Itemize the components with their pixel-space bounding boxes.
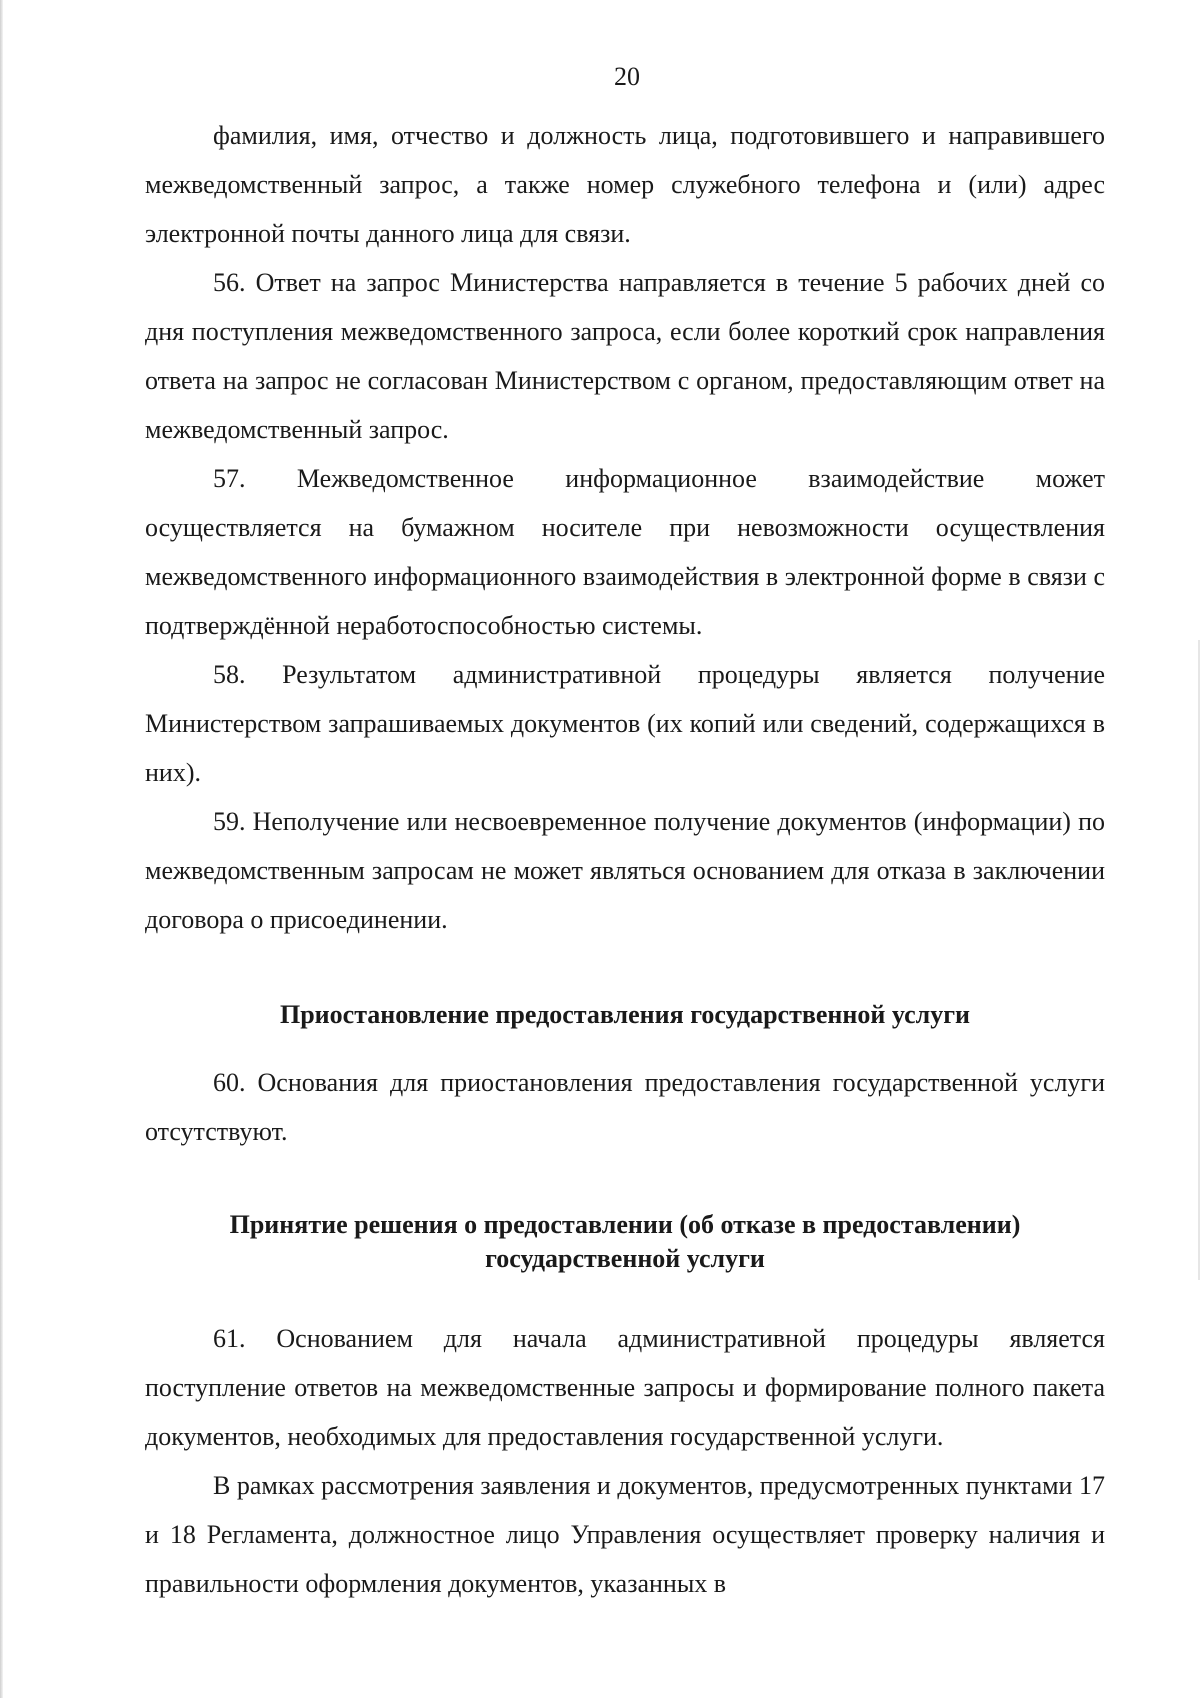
paragraph-review: В рамках рассмотрения заявления и документов, предусмотренных пунктами 17 и 18 Регламента, должностное лицо Управления осуществляет проверку наличия и правильности оформления документов, указанных в: [145, 1471, 1105, 1598]
spacer: [145, 1032, 1105, 1058]
document-body: [145, 111, 1105, 1608]
paragraph-58: 58. Результатом административной процедуры является получение Министерством запрашиваемых документов (их копий или сведений, содержащихся в них).: [145, 660, 1105, 787]
spacer: [145, 944, 1105, 998]
section-heading-decision-line-1: Принятие решения о предоставлении (об отказе в предоставлении): [229, 1210, 1021, 1239]
page-number: 20: [614, 62, 640, 91]
paragraph-continuation: фамилия, имя, отчество и должность лица, подготовившего и направившего межведомственный запрос, а также номер служебного телефона и (или) адрес электронной почты данного лица для связи.: [145, 121, 1105, 248]
paragraph-61: 61. Основанием для начала административной процедуры является поступление ответов на межведомственные запросы и формирование полного пакета документов, необходимых для предоставления государственной услуги.: [145, 1324, 1105, 1451]
paragraph-56: 56. Ответ на запрос Министерства направляется в течение 5 рабочих дней со дня поступления межведомственного запроса, если более короткий срок направления ответа на запрос не согласован Министерством с органом, предоставляющим ответ на межведомственный запрос.: [145, 268, 1105, 444]
paragraph-57: 57. Межведомственное информационное взаимодействие может осуществляется на бумажном носителе при невозможности осуществления межведомственного информационного взаимодействия в электронной форме в связи с подтверждённой неработоспособностью системы.: [145, 464, 1105, 640]
scan-left-edge: [0, 0, 3, 1698]
spacer: [145, 1156, 1105, 1208]
paragraph-60: 60. Основания для приостановления предоставления государственной услуги отсутствуют.: [145, 1068, 1105, 1146]
spacer: [145, 1276, 1105, 1314]
paragraph-59: 59. Неполучение или несвоевременное получение документов (информации) по межведомственным запросам не может являться основанием для отказа в заключении договора о присоединении.: [145, 807, 1105, 934]
section-heading-suspension: Приостановление предоставления государственной услуги: [279, 1000, 970, 1029]
section-heading-decision-line-2: государственной услуги: [485, 1244, 765, 1273]
